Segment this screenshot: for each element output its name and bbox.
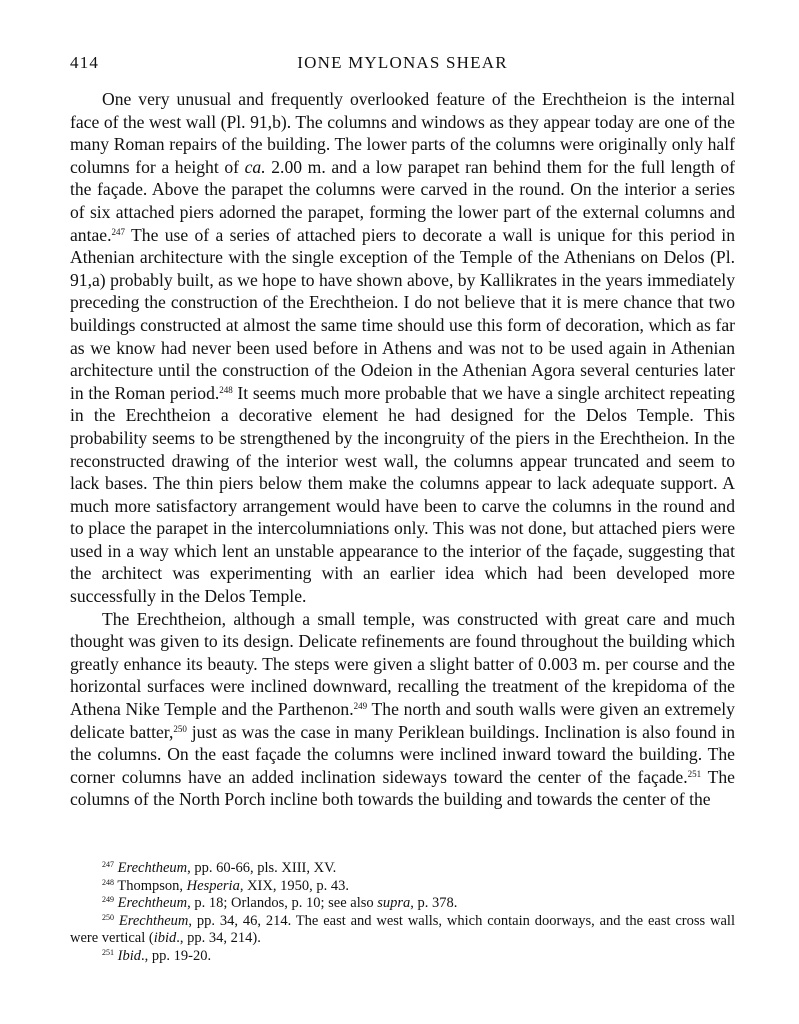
footnotes xyxy=(70,860,735,966)
footnote-marker: 250 xyxy=(102,912,114,922)
text-run: The columns of the North Porch incline both towards the building and towards the center of the xyxy=(70,766,735,810)
text-run: , pp. 34, 46, 214. The east and west walls, which contain doorways, and the east cross wall were vertical ( xyxy=(70,912,735,947)
footnote-marker: 249 xyxy=(102,895,114,905)
text-run: It seems much more probable that we have a single architect repeating in the Erechtheion a decorative element he had designed for the Delos Temple. This probability seems to be strengthened by the incongruity of the piers in the Erechtheion. In the reconstructed drawing of the interior west wall, the columns appear truncated and seem to lack bases. The thin piers below them make the columns appear to lack adequate support. A much more satisfactory arrangement would have been to carve the columns in the round and to place the parapet in the intercolumniations only. This was not done, but attached piers were used in a way which lent an unstable appearance to the interior of the façade, suggesting that the architect was experimenting with an earlier idea which had been developed more successfully in the Delos Temple. xyxy=(70,382,735,607)
footnote-marker: 247 xyxy=(111,226,126,237)
paragraph xyxy=(70,88,735,608)
text-run: The north and south walls were given an extremely delicate batter, xyxy=(70,699,735,742)
footnote-marker: 251 xyxy=(687,768,702,779)
text-run: The Erechtheion, although a small temple, was constructed with great care and much thought was given to its design. Delicate refinements are found throughout the building which greatly enhance its beauty. The steps were given a slight batter of 0.003 m. per course and the horizontal surfaces were inclined downward, recalling the treatment of the krepidoma of the Athena Nike Temple and the Parthenon. xyxy=(70,608,735,720)
text-run: , p. 18; Orlandos, p. 10; see also xyxy=(187,895,378,912)
footnote-marker: 250 xyxy=(173,723,187,734)
footnote xyxy=(70,913,735,948)
italic-text: Erechtheum xyxy=(118,912,189,929)
text-run: The use of a series of attached piers to decorate a wall is unique for this period in Athenian architecture with the single exception of the Temple of the Athenians on Delos (Pl. 91,a) probably built, as we hope to have shown above, by Kallikrates in the years immediately preceding the construction of the Erechtheion. I do not believe that it is mere chance that two buildings constructed at almost the same time should use this form of decoration, which as far as we know had never been used before in Athens and was not to be used again in Athenian architecture until the construction of the Odeion in the Athenian Agora several centuries later in the Roman period. xyxy=(70,224,735,403)
text-run: 2.00 m. and a low parapet ran behind them for the full length of the façade. Above the parapet the columns were carved in the round. On the interior a series of six attached piers adorned the parapet, forming the lower part of the external columns and antae. xyxy=(70,156,735,245)
footnote-marker: 248 xyxy=(102,877,114,887)
italic-text: Hesperia xyxy=(186,877,240,894)
text-run: , pp. 60-66, pls. XIII, XV. xyxy=(187,860,337,876)
text-run: , p. 378. xyxy=(410,895,458,912)
italic-text: Erechtheum xyxy=(117,895,188,912)
footnote xyxy=(70,878,735,896)
footnote xyxy=(70,948,735,966)
page-header xyxy=(70,53,735,77)
text-run: Thompson, xyxy=(114,877,187,894)
page-number: 414 xyxy=(70,53,100,72)
running-head: IONE MYLONAS SHEAR xyxy=(297,53,508,72)
footnote xyxy=(70,860,735,878)
italic-text: Ibid xyxy=(117,947,141,964)
text-run: One very unusual and frequently overlooked feature of the Erechtheion is the internal face of the west wall (Pl. 91,b). The columns and windows as they appear today are one of the many Roman repairs of the building. The lower parts of the columns were originally only half columns for a height of xyxy=(70,89,735,177)
footnote-marker: 248 xyxy=(219,384,233,395)
italic-text: Erechtheum xyxy=(117,860,188,876)
footnote xyxy=(70,895,735,913)
text-run: , XIX, 1950, p. 43. xyxy=(239,877,349,894)
text-run: ., pp. 19-20. xyxy=(140,947,212,964)
footnote-marker: 247 xyxy=(102,860,114,869)
text-run: ., pp. 34, 214). xyxy=(176,930,261,947)
paragraph xyxy=(70,608,735,811)
body-text xyxy=(70,88,735,811)
italic-text: ibid xyxy=(153,930,177,947)
italic-text: ca. xyxy=(244,156,266,177)
text-run: just as was the case in many Periklean buildings. Inclination is also found in the columns. On the east façade the columns were inclined inward toward the building. The corner columns have an added inclination sideways toward the center of the façade. xyxy=(70,721,735,787)
footnote-marker: 251 xyxy=(102,947,114,957)
italic-text: supra xyxy=(377,895,411,912)
footnote-marker: 249 xyxy=(353,701,368,712)
